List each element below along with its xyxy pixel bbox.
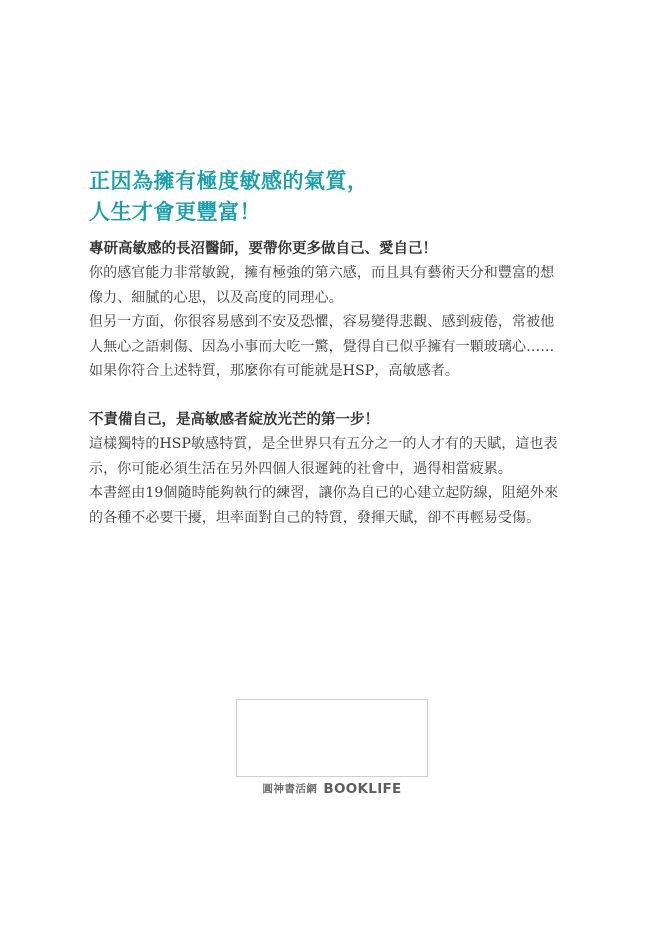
section-heading: 專研高敏感的長沼醫師，要帶你更多做自己、愛自己！ [89, 241, 437, 257]
barcode-placeholder-box [236, 699, 428, 777]
publisher-english-name: BOOKLIFE [323, 780, 402, 797]
body-line: 這樣獨特的HSP敏感特質，是全世界只有五分之一的人才有的天賦，這也表 [89, 436, 558, 452]
body-line: 示，你可能必須生活在另外四個人很遲鈍的社會中，過得相當疲累。 [89, 460, 512, 477]
body-line: 但另一方面，你很容易感到不安及恐懼，容易變得悲觀、感到疲倦，常被他 [89, 314, 555, 331]
section-first-step [89, 408, 569, 530]
body-line: 如果你符合上述特質，那麼你有可能就是HSP，高敏感者。 [89, 363, 459, 380]
section-intro [89, 237, 569, 384]
body-line: 人無心之語刺傷、因為小事而大吃一驚，覺得自已似乎擁有一顆玻璃心…… [89, 338, 555, 355]
body-line: 你的感官能力非常敏銳，擁有極強的第六感，而且具有藝術天分和豐富的想 [89, 265, 555, 281]
section-heading: 不責備自己，是高敏感者綻放光芒的第一步！ [89, 412, 379, 428]
headline-line-1: 正因為擁有極度敏感的氣質， [89, 169, 369, 193]
body-line: 的各種不必要干擾，坦率面對自己的特質，發揮天賦，卻不再輕易受傷。 [89, 509, 541, 526]
body-line: 本書經由19個隨時能夠執行的練習，讓你為自已的心建立起防線，阻絕外來 [89, 485, 559, 502]
body-line: 像力、細膩的心思，以及高度的同理心。 [89, 289, 343, 306]
headline-line-2: 人生才會更豐富！ [89, 200, 261, 224]
headline [89, 166, 589, 228]
publisher-chinese-name: 圓神書活網 [262, 783, 318, 795]
publisher-logo [236, 778, 428, 797]
